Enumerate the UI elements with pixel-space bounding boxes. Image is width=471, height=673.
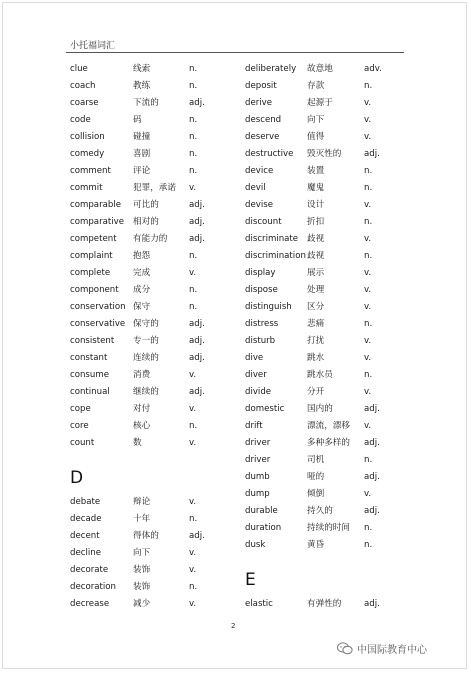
- vocab-part-of-speech: n.: [189, 582, 198, 592]
- vocab-word: complaint: [70, 251, 113, 261]
- vocab-meaning: 处理: [307, 285, 325, 295]
- vocab-meaning: 向下: [133, 548, 151, 558]
- vocab-meaning: 十年: [133, 514, 151, 524]
- vocab-word: domestic: [245, 404, 285, 414]
- vocab-entry: [245, 299, 372, 316]
- vocab-meaning: 国内的: [307, 404, 333, 414]
- vocab-part-of-speech: adj.: [189, 200, 205, 210]
- vocab-meaning: 向下: [307, 115, 325, 125]
- vocab-part-of-speech: v.: [364, 268, 372, 278]
- vocab-part-of-speech: v.: [364, 387, 372, 397]
- vocab-meaning: 司机: [307, 455, 325, 465]
- vocab-word: dusk: [245, 540, 266, 550]
- vocab-meaning: 展示: [307, 268, 325, 278]
- vocab-part-of-speech: adj.: [364, 438, 380, 448]
- vocab-word: collision: [70, 132, 105, 142]
- vocab-meaning: 漂流，漂移: [307, 421, 350, 431]
- vocab-meaning: 故意地: [307, 64, 333, 74]
- vocab-word: conservative: [70, 319, 126, 329]
- vocab-meaning: 歧视: [307, 251, 325, 261]
- vocab-entry: [70, 197, 205, 214]
- vocab-entry: [70, 78, 198, 95]
- vocab-part-of-speech: n.: [189, 421, 198, 431]
- vocab-word: devise: [245, 200, 273, 210]
- vocab-meaning: 持久的: [307, 506, 333, 516]
- vocab-entry: [70, 401, 197, 418]
- vocab-part-of-speech: n.: [364, 523, 373, 533]
- vocab-word: drift: [245, 421, 263, 431]
- vocab-entry: [70, 95, 205, 112]
- vocab-entry: [245, 333, 372, 350]
- wechat-chat-icon: [337, 642, 353, 655]
- vocab-meaning: 保守的: [133, 319, 159, 329]
- vocab-part-of-speech: v.: [364, 285, 372, 295]
- vocab-part-of-speech: v.: [364, 200, 372, 210]
- vocab-meaning: 区分: [307, 302, 325, 312]
- vocab-meaning: 存款: [307, 81, 325, 91]
- vocab-word: discount: [245, 217, 282, 227]
- vocab-entry: [70, 579, 198, 596]
- vocab-meaning: 哑的: [307, 472, 325, 482]
- vocab-meaning: 喜剧: [133, 149, 151, 159]
- vocab-entry: [245, 503, 380, 520]
- vocab-entry: [245, 384, 372, 401]
- vocab-word: clue: [70, 64, 88, 74]
- vocab-meaning: 值得: [307, 132, 325, 142]
- vocab-meaning: 跳水员: [307, 370, 333, 380]
- vocab-part-of-speech: n.: [364, 81, 373, 91]
- vocab-word: continual: [70, 387, 110, 397]
- vocab-meaning: 分开: [307, 387, 325, 397]
- vocab-part-of-speech: n.: [189, 149, 198, 159]
- vocab-word: diver: [245, 370, 267, 380]
- vocab-meaning: 歧视: [307, 234, 325, 244]
- vocab-word: coach: [70, 81, 96, 91]
- vocab-word: divide: [245, 387, 272, 397]
- vocab-word: count: [70, 438, 95, 448]
- vocab-part-of-speech: v.: [364, 336, 372, 346]
- vocab-list-right-bottom: [245, 596, 380, 613]
- vocab-part-of-speech: v.: [189, 183, 197, 193]
- vocab-part-of-speech: adj.: [189, 217, 205, 227]
- watermark-text: 中国际教育中心: [357, 645, 427, 656]
- vocab-entry: [70, 596, 197, 613]
- vocab-meaning: 对付: [133, 404, 151, 414]
- vocab-entry: [70, 494, 197, 511]
- vocab-part-of-speech: n.: [189, 514, 198, 524]
- vocab-entry: [245, 316, 373, 333]
- vocab-list-left-top: [70, 61, 205, 452]
- vocab-word: discrimination: [245, 251, 306, 261]
- vocab-entry: [70, 562, 197, 579]
- vocab-list-left-bottom: [70, 494, 205, 613]
- vocab-part-of-speech: adj.: [189, 387, 205, 397]
- page-number: 2: [231, 622, 236, 630]
- vocab-part-of-speech: adj.: [364, 472, 380, 482]
- vocab-meaning: 毁灭性的: [307, 149, 342, 159]
- vocab-entry: [70, 418, 198, 435]
- vocab-meaning: 数: [133, 438, 142, 448]
- vocab-meaning: 辩论: [133, 497, 151, 507]
- vocab-meaning: 得体的: [133, 531, 159, 541]
- vocab-word: device: [245, 166, 274, 176]
- vocab-part-of-speech: v.: [189, 548, 197, 558]
- vocab-entry: [245, 95, 372, 112]
- vocab-word: durable: [245, 506, 278, 516]
- vocab-entry: [245, 180, 373, 197]
- vocab-entry: [245, 401, 380, 418]
- vocab-part-of-speech: v.: [364, 115, 372, 125]
- vocab-part-of-speech: v.: [189, 565, 197, 575]
- vocab-entry: [245, 537, 373, 554]
- vocab-entry: [245, 486, 372, 503]
- vocab-part-of-speech: v.: [364, 132, 372, 142]
- vocab-meaning: 装置: [307, 166, 325, 176]
- vocab-part-of-speech: v.: [364, 302, 372, 312]
- vocab-meaning: 码: [133, 115, 142, 125]
- vocab-entry: [245, 452, 373, 469]
- vocab-entry: [245, 596, 380, 613]
- vocab-meaning: 打扰: [307, 336, 325, 346]
- vocab-part-of-speech: adj.: [189, 98, 205, 108]
- vocab-column-right: [245, 61, 382, 613]
- vocab-column-left: [70, 61, 205, 613]
- vocab-meaning: 多种多样的: [307, 438, 350, 448]
- vocab-entry: [245, 146, 380, 163]
- vocab-entry: [245, 61, 382, 78]
- vocab-part-of-speech: adj.: [364, 599, 380, 609]
- vocab-part-of-speech: n.: [364, 217, 373, 227]
- vocab-word: comedy: [70, 149, 105, 159]
- vocab-list-right-top: [245, 61, 382, 554]
- vocab-word: decline: [70, 548, 101, 558]
- section-letter-e: E: [245, 570, 256, 590]
- vocab-part-of-speech: v.: [189, 370, 197, 380]
- vocab-meaning: 连续的: [133, 353, 159, 363]
- vocab-entry: [245, 78, 373, 95]
- vocab-part-of-speech: n.: [189, 251, 198, 261]
- vocab-entry: [70, 129, 198, 146]
- vocab-word: descend: [245, 115, 282, 125]
- vocab-part-of-speech: n.: [189, 132, 198, 142]
- vocab-meaning: 抱怨: [133, 251, 151, 261]
- vocab-entry: [70, 299, 198, 316]
- vocab-entry: [70, 112, 198, 129]
- vocab-part-of-speech: adj.: [189, 234, 205, 244]
- vocab-word: competent: [70, 234, 117, 244]
- vocab-part-of-speech: n.: [364, 370, 373, 380]
- vocab-meaning: 折扣: [307, 217, 325, 227]
- vocab-word: dumb: [245, 472, 270, 482]
- vocab-entry: [70, 528, 205, 545]
- vocab-word: discriminate: [245, 234, 299, 244]
- vocab-entry: [70, 511, 198, 528]
- vocab-word: cope: [70, 404, 91, 414]
- page-header-title: 小托福词汇: [70, 41, 116, 51]
- vocab-word: driver: [245, 455, 271, 465]
- vocab-entry: [245, 214, 373, 231]
- vocab-part-of-speech: adj.: [189, 336, 205, 346]
- vocab-word: commit: [70, 183, 103, 193]
- vocab-entry: [245, 129, 372, 146]
- vocab-word: consistent: [70, 336, 115, 346]
- vocab-entry: [70, 333, 205, 350]
- vocab-entry: [245, 248, 373, 265]
- vocab-word: comparative: [70, 217, 125, 227]
- vocab-entry: [70, 350, 205, 367]
- vocab-word: distress: [245, 319, 279, 329]
- vocab-meaning: 碰撞: [133, 132, 151, 142]
- header-divider: [66, 52, 404, 53]
- vocab-meaning: 倾倒: [307, 489, 325, 499]
- vocab-entry: [70, 367, 197, 384]
- vocab-meaning: 起源于: [307, 98, 333, 108]
- vocab-entry: [245, 469, 380, 486]
- vocab-part-of-speech: adj.: [364, 506, 380, 516]
- vocab-part-of-speech: v.: [189, 599, 197, 609]
- vocab-entry: [70, 231, 205, 248]
- vocab-word: duration: [245, 523, 282, 533]
- vocab-word: decoration: [70, 582, 116, 592]
- vocab-part-of-speech: n.: [364, 183, 373, 193]
- vocab-entry: [70, 163, 198, 180]
- vocab-word: distinguish: [245, 302, 292, 312]
- vocab-entry: [70, 545, 197, 562]
- vocab-part-of-speech: v.: [364, 489, 372, 499]
- vocab-word: debate: [70, 497, 101, 507]
- vocab-meaning: 线索: [133, 64, 151, 74]
- vocab-word: disturb: [245, 336, 276, 346]
- vocab-meaning: 黄昏: [307, 540, 325, 550]
- section-letter-d: D: [70, 468, 84, 488]
- vocab-part-of-speech: v.: [189, 404, 197, 414]
- vocab-entry: [70, 180, 197, 197]
- vocab-meaning: 教练: [133, 81, 151, 91]
- vocab-part-of-speech: n.: [189, 285, 198, 295]
- vocab-word: core: [70, 421, 89, 431]
- vocab-part-of-speech: adj.: [189, 319, 205, 329]
- vocab-meaning: 持续的时间: [307, 523, 350, 533]
- vocab-word: complete: [70, 268, 111, 278]
- vocab-part-of-speech: v.: [364, 353, 372, 363]
- vocab-word: comparable: [70, 200, 122, 210]
- vocab-entry: [245, 197, 372, 214]
- vocab-word: decorate: [70, 565, 109, 575]
- vocab-word: derive: [245, 98, 273, 108]
- vocab-entry: [245, 163, 373, 180]
- vocab-entry: [70, 146, 198, 163]
- vocab-meaning: 核心: [133, 421, 151, 431]
- vocab-word: dive: [245, 353, 264, 363]
- vocab-part-of-speech: n.: [364, 251, 373, 261]
- vocab-meaning: 消费: [133, 370, 151, 380]
- vocab-entry: [70, 435, 197, 452]
- vocab-meaning: 有能力的: [133, 234, 168, 244]
- vocab-word: decade: [70, 514, 102, 524]
- vocab-entry: [245, 350, 372, 367]
- vocab-part-of-speech: adj.: [364, 404, 380, 414]
- vocab-meaning: 专一的: [133, 336, 159, 346]
- vocab-part-of-speech: n.: [189, 81, 198, 91]
- vocab-entry: [70, 248, 198, 265]
- vocab-part-of-speech: v.: [189, 497, 197, 507]
- vocab-meaning: 装饰: [133, 582, 151, 592]
- vocab-word: code: [70, 115, 91, 125]
- vocab-entry: [245, 520, 373, 537]
- vocab-word: elastic: [245, 599, 273, 609]
- vocab-entry: [245, 367, 373, 384]
- vocab-entry: [70, 384, 205, 401]
- vocab-meaning: 完成: [133, 268, 151, 278]
- vocab-entry: [245, 435, 380, 452]
- vocab-part-of-speech: n.: [189, 166, 198, 176]
- vocab-part-of-speech: adv.: [364, 64, 382, 74]
- vocab-meaning: 可比的: [133, 200, 159, 210]
- vocab-word: component: [70, 285, 119, 295]
- vocab-part-of-speech: n.: [189, 64, 198, 74]
- vocab-part-of-speech: n.: [189, 115, 198, 125]
- vocab-meaning: 评论: [133, 166, 151, 176]
- vocab-meaning: 成分: [133, 285, 151, 295]
- vocab-word: decent: [70, 531, 100, 541]
- vocab-part-of-speech: n.: [364, 319, 373, 329]
- vocab-word: driver: [245, 438, 271, 448]
- vocab-part-of-speech: n.: [364, 540, 373, 550]
- vocab-meaning: 跳水: [307, 353, 325, 363]
- vocab-part-of-speech: v.: [189, 268, 197, 278]
- vocab-part-of-speech: n.: [364, 455, 373, 465]
- vocab-meaning: 下流的: [133, 98, 159, 108]
- vocab-word: devil: [245, 183, 266, 193]
- vocab-meaning: 保守: [133, 302, 151, 312]
- vocab-meaning: 减少: [133, 599, 151, 609]
- vocab-word: coarse: [70, 98, 99, 108]
- vocab-entry: [245, 112, 372, 129]
- vocab-word: deserve: [245, 132, 280, 142]
- vocab-word: destructive: [245, 149, 294, 159]
- vocab-meaning: 装饰: [133, 565, 151, 575]
- vocab-word: display: [245, 268, 276, 278]
- vocab-word: dump: [245, 489, 270, 499]
- vocab-part-of-speech: adj.: [189, 353, 205, 363]
- vocab-part-of-speech: v.: [364, 234, 372, 244]
- vocab-part-of-speech: v.: [364, 421, 372, 431]
- vocab-entry: [70, 316, 205, 333]
- vocab-word: deliberately: [245, 64, 297, 74]
- vocab-meaning: 继续的: [133, 387, 159, 397]
- vocab-meaning: 设计: [307, 200, 325, 210]
- vocab-word: decrease: [70, 599, 110, 609]
- vocab-meaning: 犯罪，承诺: [133, 183, 176, 193]
- vocab-word: constant: [70, 353, 108, 363]
- vocab-word: deposit: [245, 81, 277, 91]
- vocab-meaning: 魔鬼: [307, 183, 325, 193]
- vocab-entry: [70, 61, 198, 78]
- vocab-part-of-speech: n.: [189, 302, 198, 312]
- vocab-entry: [70, 265, 197, 282]
- vocab-meaning: 有弹性的: [307, 599, 342, 609]
- vocab-part-of-speech: n.: [364, 166, 373, 176]
- vocab-entry: [245, 265, 372, 282]
- vocab-part-of-speech: adj.: [364, 149, 380, 159]
- vocab-entry: [70, 282, 198, 299]
- vocab-word: consume: [70, 370, 110, 380]
- vocab-word: comment: [70, 166, 111, 176]
- vocab-entry: [245, 282, 372, 299]
- vocab-word: dispose: [245, 285, 278, 295]
- vocab-meaning: 悲痛: [307, 319, 325, 329]
- vocab-entry: [245, 231, 372, 248]
- vocab-entry: [245, 418, 372, 435]
- watermark: [337, 641, 427, 656]
- vocab-part-of-speech: adj.: [189, 531, 205, 541]
- vocab-part-of-speech: v.: [364, 98, 372, 108]
- vocab-entry: [70, 214, 205, 231]
- vocab-word: conservation: [70, 302, 126, 312]
- vocab-part-of-speech: v.: [189, 438, 197, 448]
- vocab-meaning: 相对的: [133, 217, 159, 227]
